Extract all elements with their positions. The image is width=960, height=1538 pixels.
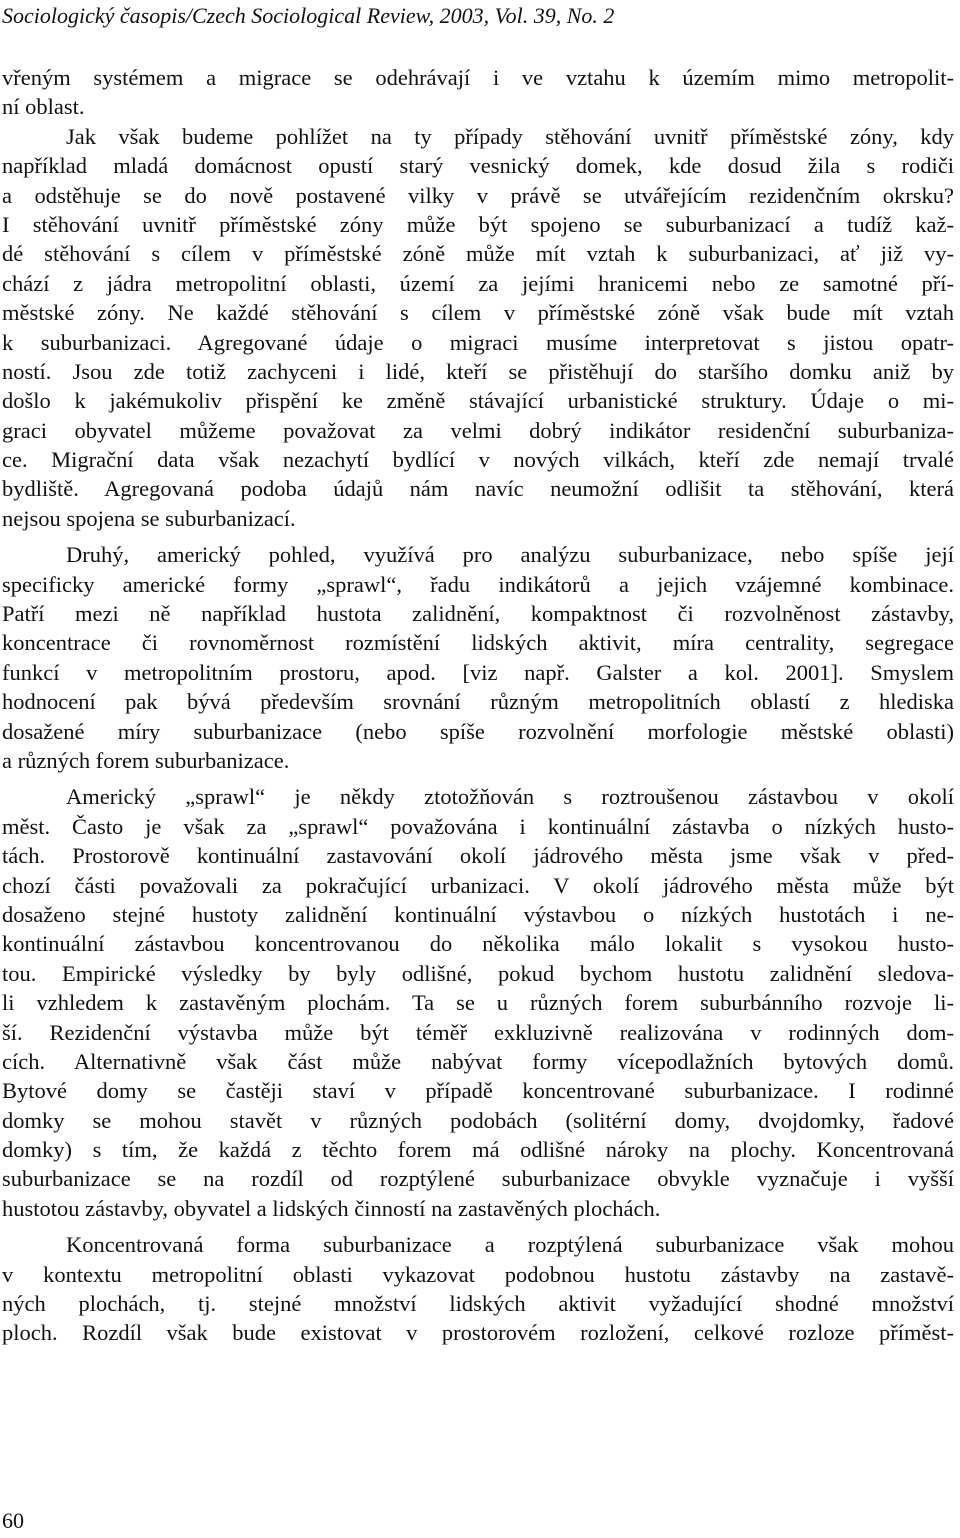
text-line: k suburbanizaci. Agregované údaje o migraci musíme interpretovat s jistou opatr- [2, 329, 954, 355]
article-body [2, 63, 954, 1348]
text-line: funkcí v metropolitním prostoru, apod. [viz např. Galster a kol. 2001]. Smyslem [2, 659, 954, 685]
text-line: Americký „sprawl“ je někdy ztotožňován s roztroušenou zástavbou v okolí [66, 784, 954, 810]
text-line: domky se mohou stavět v různých podobách (solitérní domy, dvojdomky, řadové [2, 1107, 954, 1133]
text-line: měst. Často je však za „sprawl“ považována i kontinuální zástavba o nízkých husto- [2, 813, 954, 839]
paragraph-spacer [2, 533, 954, 540]
text-line: dosaženo stejné hustoty zalidnění kontinuální výstavbou o nízkých hustotách i ne- [2, 901, 954, 927]
text-line: ní oblast. [2, 94, 85, 120]
page-number: 60 [2, 1508, 24, 1533]
text-line: vřeným systémem a migrace se odehrávají i ve vztahu k územím mimo metropolit- [2, 65, 954, 90]
text-line: a odstěhuje se do nově postavené vilky v právě se utvářejícím rezidenčním okrsku? [2, 182, 954, 208]
text-line: dosažené míry suburbanizace (nebo spíše rozvolnění morfologie městské oblasti) [2, 718, 954, 744]
paragraph-spacer [2, 1223, 954, 1230]
text-line: ploch. Rozdíl však bude existovat v prostorovém rozložení, celkové rozloze příměst- [2, 1320, 954, 1346]
text-line: specificky americké formy „sprawl“, řadu indikátorů a jejich vzájemné kombinace. [2, 571, 954, 597]
text-line: chozí části považovali za pokračující urbanizaci. V okolí jádrového města může být [2, 872, 954, 898]
text-line: koncentrace či rovnoměrnost rozmístění lidských aktivit, míra centrality, segregace [2, 630, 954, 656]
text-line: chází z jádra metropolitní oblasti, území za jejími hranicemi nebo ze samotné pří- [2, 270, 954, 296]
text-line: městské zóny. Ne každé stěhování s cílem v příměstské zóně však bude mít vztah [2, 300, 954, 326]
text-line: Bytové domy se častěji staví v případě koncentrované suburbanizace. I rodinné [2, 1078, 954, 1104]
text-line: ce. Migrační data však nezachytí bydlící v nových vilkách, kteří zde nemají trvalé [2, 447, 954, 473]
paragraph-spacer [2, 775, 954, 782]
text-line: cích. Alternativně však část může nabývat formy vícepodlažních bytových domů. [2, 1048, 954, 1074]
text-line: hustotou zástavby, obyvatel a lidských činností na zastavěných plochách. [2, 1195, 661, 1221]
paragraph [2, 1230, 954, 1348]
text-line: ší. Rezidenční výstavba může být téměř exkluzivně realizována v rodinných dom- [2, 1019, 954, 1045]
text-line: například mladá domácnost opustí starý vesnický domek, kde dosud žila s rodiči [2, 153, 954, 179]
text-line: suburbanizace se na rozdíl od rozptýlené suburbanizace obvykle vyznačuje i vyšší [2, 1166, 954, 1192]
running-header: Sociologický časopis/Czech Sociological Review, 2003, Vol. 39, No. 2 [2, 3, 615, 28]
text-line: domky) s tím, že každá z těchto forem má odlišné nároky na plochy. Koncentrovaná [2, 1137, 954, 1163]
text-line: Patří mezi ně například hustota zalidnění, kompaktnost či rozvolněnost zástavby, [2, 601, 954, 627]
text-line: dé stěhování s cílem v příměstské zóně může mít vztah k suburbanizaci, ať již vy- [2, 241, 954, 267]
paragraph [2, 540, 954, 775]
text-line: došlo k jakémukoliv přispění ke změně stávající urbanistické struktury. Údaje o mi- [2, 388, 954, 414]
text-line: tách. Prostorově kontinuální zastavování okolí jádrového města jsme však v před- [2, 843, 954, 869]
text-line: bydliště. Agregovaná podoba údajů nám navíc neumožní odlišit ta stěhování, která [2, 476, 954, 502]
paragraph [2, 782, 954, 1223]
text-line: graci obyvatel můžeme považovat za velmi dobrý indikátor residenční suburbaniza- [2, 417, 954, 443]
text-line: I stěhování uvnitř příměstské zóny může být spojeno se suburbanizací a tudíž kaž- [2, 211, 954, 237]
text-line: Jak však budeme pohlížet na ty případy stěhování uvnitř příměstské zóny, kdy [66, 123, 954, 149]
paragraph [2, 63, 954, 122]
text-line: nejsou spojena se suburbanizací. [2, 505, 296, 531]
text-line: v kontextu metropolitní oblasti vykazovat podobnou hustotu zástavby na zastavě- [2, 1261, 954, 1287]
text-line: kontinuální zástavbou koncentrovanou do několika málo lokalit s vysokou husto- [2, 931, 954, 957]
text-line: Druhý, americký pohled, využívá pro analýzu suburbanizace, nebo spíše její [66, 542, 954, 568]
paragraph [2, 122, 954, 533]
text-line: ností. Jsou zde totiž zachyceni i lidé, kteří se přistěhují do staršího domku aniž by [2, 358, 954, 384]
text-line: Koncentrovaná forma suburbanizace a rozptýlená suburbanizace však mohou [66, 1232, 954, 1258]
text-line: tou. Empirické výsledky by byly odlišné, pokud bychom hustotu zalidnění sledova- [2, 960, 954, 986]
text-line: li vzhledem k zastavěným plochám. Ta se u různých forem suburbánního rozvoje li- [2, 990, 954, 1016]
text-line: a různých forem suburbanizace. [2, 747, 290, 773]
text-line: hodnocení pak bývá především srovnání různým metropolitních oblastí z hlediska [2, 689, 954, 715]
text-line: ných plochách, tj. stejné množství lidských aktivit vyžadující shodné množství [2, 1291, 954, 1317]
